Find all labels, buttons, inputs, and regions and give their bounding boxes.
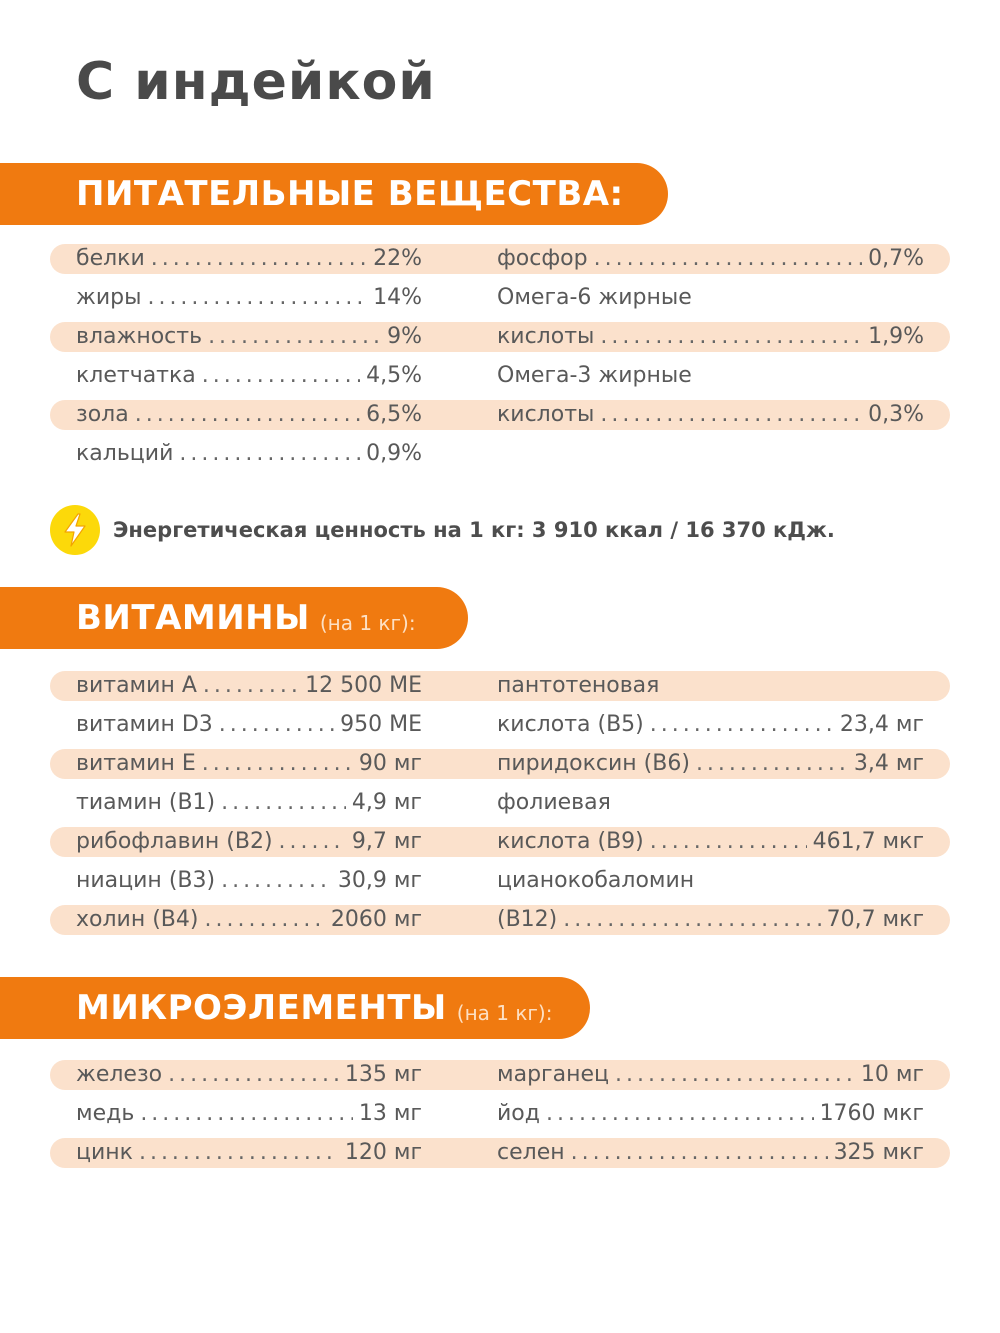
dot-leader bbox=[615, 1062, 855, 1087]
row-value: 12 500 МЕ bbox=[305, 673, 422, 698]
dot-leader bbox=[546, 1101, 814, 1126]
dot-leader bbox=[221, 868, 332, 893]
row-label: кислота (B5) bbox=[497, 712, 644, 737]
nutrients-heading: ПИТАТЕЛЬНЫЕ ВЕЩЕСТВА: bbox=[76, 174, 624, 214]
dot-leader bbox=[563, 907, 820, 932]
page-title: С индейкой bbox=[76, 52, 436, 112]
dot-leader bbox=[151, 246, 367, 271]
row-value: 135 мг bbox=[344, 1062, 422, 1087]
nutrients-banner bbox=[0, 163, 668, 225]
row-label: Омега-6 жирные bbox=[497, 285, 692, 310]
dot-leader bbox=[600, 324, 862, 349]
row-value: 4,9 мг bbox=[351, 790, 422, 815]
row-label: клетчатка bbox=[76, 363, 196, 388]
row-label: жиры bbox=[76, 285, 142, 310]
table-row bbox=[76, 666, 422, 705]
row-label: ниацин (B3) bbox=[76, 868, 216, 893]
row-label: рибофлавин (B2) bbox=[76, 829, 273, 854]
table-row bbox=[76, 278, 422, 317]
table-row bbox=[76, 783, 422, 822]
vitamins-banner bbox=[0, 587, 468, 649]
table-row bbox=[497, 1133, 924, 1172]
table-row bbox=[497, 356, 924, 395]
vitamins-heading: ВИТАМИНЫ bbox=[76, 598, 310, 638]
dot-leader bbox=[140, 1101, 353, 1126]
row-label: железо bbox=[76, 1062, 163, 1087]
table-row bbox=[497, 822, 924, 861]
dot-leader bbox=[139, 1140, 339, 1165]
row-value: 23,4 мг bbox=[839, 712, 924, 737]
table-row bbox=[76, 434, 422, 473]
row-value: 70,7 мкг bbox=[826, 907, 924, 932]
row-value: 13 мг bbox=[358, 1101, 422, 1126]
table-row bbox=[76, 861, 422, 900]
row-value: 90 мг bbox=[358, 751, 422, 776]
row-label: белки bbox=[76, 246, 145, 271]
table-row bbox=[76, 1055, 422, 1094]
dot-leader bbox=[135, 402, 360, 427]
table-row bbox=[497, 666, 924, 705]
dot-leader bbox=[650, 712, 834, 737]
table-row bbox=[497, 239, 924, 278]
row-label: (B12) bbox=[497, 907, 558, 932]
row-value: 9% bbox=[387, 324, 422, 349]
row-label: пантотеновая bbox=[497, 673, 660, 698]
dot-leader bbox=[650, 829, 807, 854]
table-row bbox=[76, 1094, 422, 1133]
table-row bbox=[76, 317, 422, 356]
row-value: 22% bbox=[373, 246, 422, 271]
table-row bbox=[76, 1133, 422, 1172]
dot-leader bbox=[204, 907, 324, 932]
dot-leader bbox=[208, 324, 381, 349]
table-row bbox=[497, 317, 924, 356]
row-value: 6,5% bbox=[366, 402, 422, 427]
lightning-bolt-icon bbox=[50, 505, 100, 555]
table-row bbox=[76, 705, 422, 744]
row-label: тиамин (B1) bbox=[76, 790, 216, 815]
row-value: 1760 мкг bbox=[819, 1101, 924, 1126]
table-row bbox=[76, 900, 422, 939]
table-row bbox=[76, 822, 422, 861]
row-label: йод bbox=[497, 1101, 540, 1126]
row-label: селен bbox=[497, 1140, 565, 1165]
minerals-banner bbox=[0, 977, 590, 1039]
row-value: 0,7% bbox=[868, 246, 924, 271]
row-label: Омега-3 жирные bbox=[497, 363, 692, 388]
row-label: зола bbox=[76, 402, 129, 427]
table-row bbox=[497, 278, 924, 317]
energy-value-line bbox=[50, 505, 835, 555]
row-label: пиридоксин (B6) bbox=[497, 751, 690, 776]
row-label: фосфор bbox=[497, 246, 588, 271]
row-label: цинк bbox=[76, 1140, 133, 1165]
table-row bbox=[497, 705, 924, 744]
row-value: 2060 мг bbox=[330, 907, 422, 932]
row-value: 9,7 мг bbox=[351, 829, 422, 854]
dot-leader bbox=[600, 402, 862, 427]
dot-leader bbox=[221, 790, 346, 815]
row-value: 1,9% bbox=[868, 324, 924, 349]
vitamins-subheading: (на 1 кг): bbox=[319, 611, 416, 635]
row-value: 10 мг bbox=[860, 1062, 924, 1087]
row-label: кислота (B9) bbox=[497, 829, 644, 854]
dot-leader bbox=[279, 829, 346, 854]
row-label: медь bbox=[76, 1101, 135, 1126]
row-label: цианокобаломин bbox=[497, 868, 695, 893]
row-label: витамин E bbox=[76, 751, 196, 776]
row-label: кислоты bbox=[497, 324, 595, 349]
minerals-heading: МИКРОЭЛЕМЕНТЫ bbox=[76, 988, 447, 1028]
row-value: 0,9% bbox=[366, 441, 422, 466]
row-value: 0,3% bbox=[868, 402, 924, 427]
row-value: 950 МЕ bbox=[340, 712, 422, 737]
dot-leader bbox=[179, 441, 360, 466]
table-row bbox=[497, 900, 924, 939]
dot-leader bbox=[571, 1140, 828, 1165]
row-label: кислоты bbox=[497, 402, 595, 427]
table-row bbox=[497, 395, 924, 434]
row-value: 461,7 мкг bbox=[812, 829, 924, 854]
table-row bbox=[76, 744, 422, 783]
table-row bbox=[76, 239, 422, 278]
row-label: витамин A bbox=[76, 673, 197, 698]
minerals-subheading: (на 1 кг): bbox=[456, 1001, 553, 1025]
row-value: 4,5% bbox=[366, 363, 422, 388]
row-label: фолиевая bbox=[497, 790, 611, 815]
table-row bbox=[497, 783, 924, 822]
table-row bbox=[76, 395, 422, 434]
dot-leader bbox=[202, 751, 353, 776]
table-row bbox=[76, 356, 422, 395]
dot-leader bbox=[696, 751, 848, 776]
row-value: 14% bbox=[373, 285, 422, 310]
row-value: 325 мкг bbox=[833, 1140, 924, 1165]
dot-leader bbox=[203, 673, 299, 698]
row-label: витамин D3 bbox=[76, 712, 213, 737]
row-value: 3,4 мг bbox=[853, 751, 924, 776]
dot-leader bbox=[202, 363, 360, 388]
dot-leader bbox=[147, 285, 367, 310]
row-label: кальций bbox=[76, 441, 174, 466]
table-row bbox=[497, 744, 924, 783]
table-row bbox=[497, 861, 924, 900]
dot-leader bbox=[168, 1062, 339, 1087]
row-label: марганец bbox=[497, 1062, 609, 1087]
table-row bbox=[497, 1055, 924, 1094]
row-label: холин (B4) bbox=[76, 907, 199, 932]
row-value: 120 мг bbox=[344, 1140, 422, 1165]
table-row bbox=[497, 1094, 924, 1133]
energy-text: Энергетическая ценность на 1 кг: 3 910 ккал / 16 370 кДж. bbox=[113, 518, 835, 542]
dot-leader bbox=[219, 712, 334, 737]
row-value: 30,9 мг bbox=[337, 868, 422, 893]
row-label: влажность bbox=[76, 324, 203, 349]
dot-leader bbox=[594, 246, 862, 271]
